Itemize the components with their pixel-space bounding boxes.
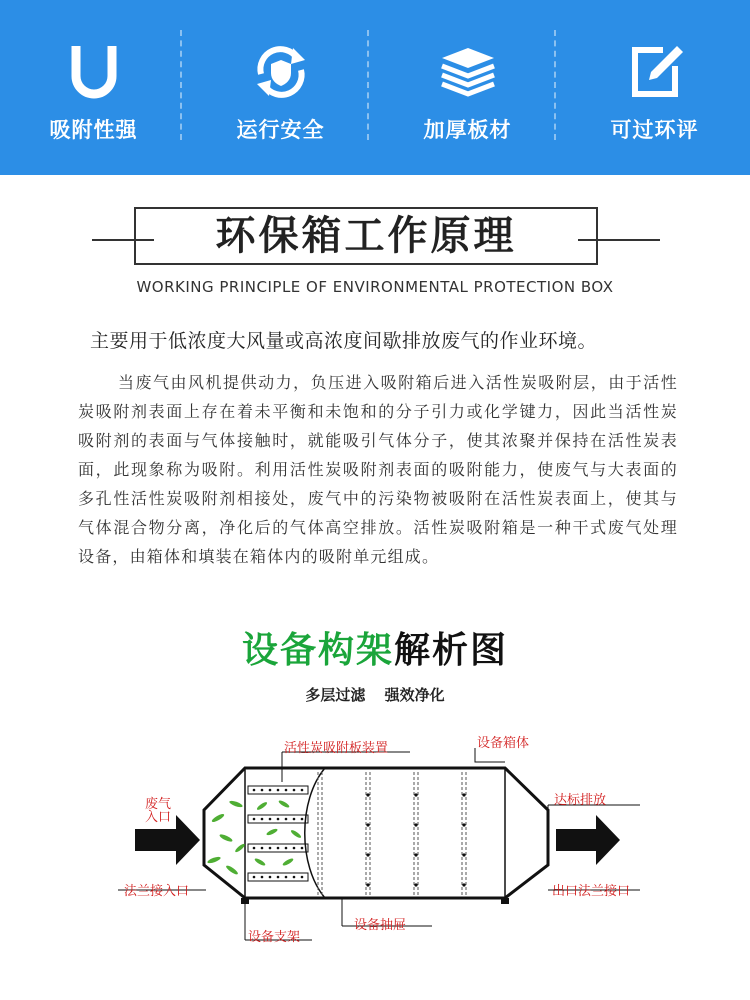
edit-document-icon <box>623 40 687 104</box>
divider <box>554 30 556 140</box>
divider <box>367 30 369 140</box>
label-outlet: 达标排放 <box>554 793 607 808</box>
lead-sentence: 主要用于低浓度大风量或高浓度间歇排放废气的作业环境。 <box>90 330 598 352</box>
feature-label: 加厚板材 <box>423 118 512 142</box>
layered-plates-icon <box>436 40 500 104</box>
feature-label: 可过环评 <box>610 118 699 142</box>
magnet-icon <box>62 40 126 104</box>
divider <box>180 30 182 140</box>
diagram-title-black: 解析图 <box>394 630 509 671</box>
feature-safe-operation <box>187 0 374 175</box>
structure-diagram <box>0 720 750 990</box>
diagram-title-green: 设备构架 <box>241 630 394 671</box>
feature-label: 运行安全 <box>236 118 325 142</box>
label-waste-gas: 废气 <box>145 797 172 812</box>
label-flange-outlet: 出口法兰接口 <box>552 884 631 899</box>
label-support: 设备支架 <box>248 930 301 945</box>
feature-adsorption <box>0 0 187 175</box>
box-body-outline <box>204 768 548 898</box>
label-carbon-plate: 活性炭吸附板装置 <box>284 741 389 756</box>
diagram-title <box>0 622 750 673</box>
page-subtitle: WORKING PRINCIPLE OF ENVIRONMENTAL PROTECTION BOX <box>136 278 614 296</box>
description-paragraph: 当废气由风机提供动力，负压进入吸附箱后进入活性炭吸附层，由于活性炭吸附剂表面上存在着未平衡和未饱和的分子引力或化学键力，因此当活性炭吸附剂的表面与气体接触时，就能吸引气体分子，使其浓聚并保持在活性炭表面，此现象称为吸附。利用活性炭吸附剂表面的吸附能力，使废气与大表面的多孔性活性炭吸附剂相接处，废气中的污染物被吸附在活性炭表面上，使其与气体混合物分离，净化后的气体高空排放。活性炭吸附箱是一种干式废气处理设备，由箱体和填装在箱体内的吸附单元组成。 <box>78 373 678 566</box>
feature-eia-pass <box>561 0 748 175</box>
diagram-subtitle: 多层过滤 强效净化 <box>305 686 445 704</box>
label-flange-inlet: 法兰接入口 <box>124 884 190 899</box>
label-drawer: 设备抽屉 <box>354 918 407 933</box>
structure-drawing <box>0 720 750 990</box>
feature-banner <box>0 0 750 175</box>
feature-label: 吸附性强 <box>49 118 138 142</box>
shield-refresh-icon <box>249 40 313 104</box>
feature-thick-plate <box>374 0 561 175</box>
outlet-arrow <box>556 815 620 865</box>
page-title: 环保箱工作原理 <box>134 207 598 265</box>
label-inlet: 入口 <box>145 810 172 825</box>
label-box-body: 设备箱体 <box>477 736 530 751</box>
